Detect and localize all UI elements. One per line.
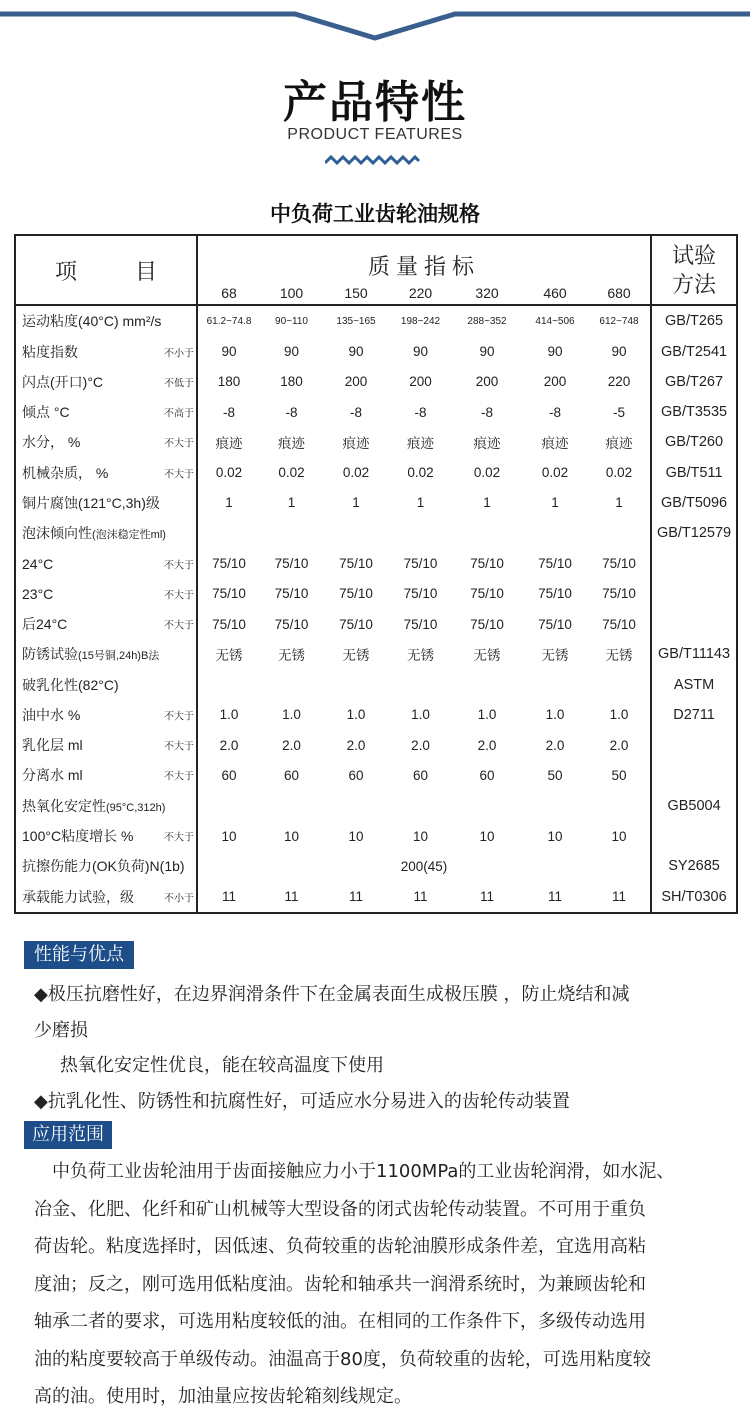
table-row	[15, 730, 737, 760]
header-method	[651, 235, 737, 305]
table-cell: 0.02	[605, 465, 633, 481]
item-qualifier: 不大于	[164, 741, 194, 753]
table-cell: 75/10	[602, 616, 636, 632]
grade-header-68: 68	[197, 281, 260, 305]
grade-header-460: 460	[522, 281, 588, 305]
table-cell	[389, 791, 452, 821]
table-cell: 2.0	[282, 737, 301, 753]
table-cell: 90	[547, 344, 563, 360]
item-name: 热氧化安定性	[22, 797, 106, 814]
item-note: (15号铜,24h)B法	[78, 650, 160, 663]
table-cell	[389, 669, 452, 699]
table-cell: 50	[611, 767, 627, 783]
test-method	[651, 579, 737, 609]
test-method	[651, 609, 737, 639]
table-cell: 2.0	[346, 737, 366, 753]
table-cell: 1	[287, 495, 296, 511]
row-item	[15, 367, 197, 397]
table-cell: 10	[611, 828, 627, 844]
item-name: 破乳化性(82°C)	[22, 676, 119, 693]
table-cell: 10	[412, 828, 429, 844]
table-cell: 11	[221, 889, 236, 905]
table-cell: 11	[413, 889, 428, 905]
table-cell: 75/10	[274, 556, 309, 571]
item-name: 抗擦伤能力(OK负荷)N(1b)	[22, 858, 185, 875]
table-cell: 10	[348, 828, 364, 844]
table-cell: -8	[349, 404, 362, 420]
item-name: 倾点 °C	[22, 404, 70, 421]
item-name: 承载能力试验，级	[22, 888, 134, 905]
table-cell: 1.0	[346, 707, 366, 723]
table-cell: 0.02	[342, 465, 370, 481]
table-cell	[197, 791, 260, 821]
table-cell: 75/10	[538, 556, 572, 571]
table-cell: 痕迹	[215, 436, 243, 452]
table-cell: 11	[612, 889, 627, 905]
table-cell	[452, 791, 522, 821]
table-cell: 1	[551, 495, 559, 511]
table-cell: -8	[480, 404, 493, 420]
table-cell: 痕迹	[541, 436, 569, 452]
test-method: SY2685	[651, 851, 737, 881]
table-cell: 痕迹	[342, 436, 370, 452]
table-row	[15, 700, 737, 730]
table-cell: 198~242	[400, 315, 441, 327]
application-line: 冶金、化肥、化纤和矿山机械等大型设备的闭式齿轮传动装置。不可用于重负	[34, 1198, 646, 1220]
table-cell: 75/10	[602, 556, 636, 571]
row-item	[15, 639, 197, 669]
table-cell: 75/10	[470, 586, 504, 602]
item-qualifier: 不大于	[164, 469, 194, 481]
test-method	[651, 730, 737, 760]
item-name: 100°C粘度增长 %	[22, 828, 134, 845]
table-cell	[522, 518, 588, 548]
table-cell: 75/10	[212, 616, 246, 632]
table-row	[15, 669, 737, 699]
table-cell: 220	[607, 374, 631, 390]
application-line: 高的油。使用时，加油量应按齿轮箱刻线规定。	[34, 1386, 412, 1407]
table-cell: 11	[348, 889, 363, 905]
table-cell: 1	[225, 495, 233, 511]
grade-header-100: 100	[260, 281, 323, 305]
grade-header-150: 150	[323, 281, 389, 305]
item-qualifier: 不小于	[164, 348, 194, 360]
table-cell: 200	[543, 374, 567, 390]
test-method	[651, 760, 737, 790]
table-cell	[323, 518, 389, 548]
test-method	[651, 821, 737, 851]
item-name: 闪点(开口)°C	[22, 373, 104, 390]
table-cell: 1.0	[545, 707, 565, 723]
test-method: GB/T267	[651, 367, 737, 397]
header-method-text: 试验方法	[672, 243, 717, 298]
item-note: (泡沫稳定性ml)	[92, 529, 166, 542]
table-cell	[588, 791, 651, 821]
table-cell: 无锈	[605, 648, 633, 664]
table-cell: 2.0	[411, 737, 430, 753]
table-cell: 75/10	[470, 616, 504, 632]
item-qualifier: 不大于	[164, 560, 194, 571]
item-qualifier: 不大于	[164, 438, 194, 450]
item-qualifier: 不大于	[164, 590, 194, 602]
row-item	[15, 488, 197, 518]
table-cell: -8	[414, 404, 427, 420]
table-cell: 75/10	[403, 616, 438, 632]
table-cell: 75/10	[212, 556, 246, 571]
table-cell: 0.02	[407, 465, 434, 481]
row-item	[15, 791, 197, 821]
table-cell: 11	[284, 889, 299, 905]
table-cell: 1	[615, 495, 623, 511]
table-cell: 75/10	[339, 586, 373, 602]
table-cell: 痕迹	[407, 436, 434, 452]
top-decoration	[0, 0, 750, 45]
features-heading: 性能与优点	[24, 941, 134, 969]
table-cell: 1.0	[411, 707, 430, 723]
table-cell: 200	[409, 374, 432, 390]
table-row	[15, 488, 737, 518]
item-name: 运动粘度(40°C) mm²/s	[22, 313, 162, 330]
item-qualifier: 不高于	[164, 408, 194, 420]
test-method: GB5004	[651, 791, 737, 821]
table-cell	[260, 791, 323, 821]
table-row	[15, 458, 737, 488]
table-cell: -8	[285, 404, 298, 420]
table-cell	[260, 518, 323, 548]
table-title: 中负荷工业齿轮油规格	[270, 202, 480, 226]
table-cell: 135~165	[336, 315, 376, 327]
row-item	[15, 336, 197, 366]
row-item	[15, 305, 197, 336]
table-row	[15, 367, 737, 397]
table-cell: 痕迹	[605, 436, 633, 452]
table-cell: 90	[479, 344, 495, 360]
table-cell: 200	[475, 374, 499, 390]
application-line: 油的粘度要较高于单级传动。油温高于80度，负荷较重的齿轮，可选用粘度较	[34, 1348, 651, 1370]
grade-header-680: 680	[588, 281, 651, 305]
table-row	[15, 548, 737, 578]
row-item	[15, 821, 197, 851]
test-method: D2711	[651, 700, 737, 730]
test-method: GB/T11143	[651, 639, 737, 669]
table-cell: 60	[221, 767, 237, 783]
test-method: GB/T12579	[651, 518, 737, 548]
test-method: GB/T265	[651, 305, 737, 336]
table-cell: 180	[217, 374, 241, 390]
table-cell	[588, 518, 651, 548]
feature-line-1: ◆极压抗磨性好，在边界润滑条件下在金属表面生成极压膜 ，防止烧结和减	[34, 984, 630, 1005]
table-cell: 61.2~74.8	[206, 315, 252, 327]
test-method: SH/T0306	[651, 881, 737, 913]
table-cell: 75/10	[538, 616, 572, 632]
table-cell: 无锈	[407, 648, 434, 664]
table-cell: 612~748	[599, 315, 639, 327]
table-cell: 0.02	[215, 465, 243, 481]
table-cell: 75/10	[339, 616, 373, 632]
table-row	[15, 760, 737, 790]
table-cell: 75/10	[274, 616, 309, 632]
row-item	[15, 700, 197, 730]
application-heading: 应用范围	[24, 1121, 112, 1149]
table-cell: 75/10	[538, 586, 572, 602]
feature-line-3: 热氧化安定性优良，能在较高温度下使用	[60, 1055, 384, 1076]
item-name: 后24°C	[22, 616, 68, 633]
table-cell: 痕迹	[278, 436, 305, 452]
table-cell	[389, 518, 452, 548]
item-qualifier: 不大于	[164, 711, 194, 723]
item-name: 泡沫倾向性	[22, 525, 92, 542]
item-qualifier: 不小于	[164, 893, 194, 905]
row-item	[15, 669, 197, 699]
row-item	[15, 548, 197, 578]
table-cell: 75/10	[403, 556, 438, 571]
table-cell: 288~352	[467, 315, 507, 327]
table-cell: -5	[613, 404, 626, 420]
table-cell	[260, 669, 323, 699]
table-cell: 2.0	[609, 737, 629, 753]
table-cell	[323, 669, 389, 699]
section-subtitle: PRODUCT FEATURES	[287, 126, 463, 143]
table-cell: 11	[479, 889, 494, 905]
table-cell: 2.0	[477, 737, 497, 753]
test-method: GB/T511	[651, 458, 737, 488]
table-cell: 180	[280, 374, 303, 390]
table-cell: 60	[479, 767, 495, 783]
table-cell: 75/10	[403, 586, 438, 602]
table-row	[15, 821, 737, 851]
table-cell: 无锈	[541, 648, 569, 664]
table-cell: 60	[412, 767, 429, 783]
table-cell: 1.0	[219, 707, 239, 723]
table-cell: 90	[348, 344, 364, 360]
table-cell: 75/10	[274, 586, 309, 602]
item-qualifier: 不大于	[164, 620, 194, 632]
table-cell: 1.0	[477, 707, 497, 723]
feature-line-2: 少磨损	[34, 1020, 88, 1041]
table-row	[15, 427, 737, 457]
table-cell	[323, 791, 389, 821]
table-cell: 90	[283, 344, 300, 360]
table-cell: 0.02	[473, 465, 501, 481]
item-name: 机械杂质， %	[22, 464, 109, 481]
table-row	[15, 881, 737, 913]
table-cell: 50	[547, 767, 563, 783]
spec-table	[14, 234, 738, 914]
table-row	[15, 791, 737, 821]
table-cell	[452, 518, 522, 548]
item-name: 粘度指数	[22, 343, 78, 360]
table-cell: 90~110	[275, 315, 308, 327]
grade-header-220: 220	[389, 281, 452, 305]
header-item: 项 目	[15, 235, 197, 305]
table-row	[15, 397, 737, 427]
grade-header-320: 320	[452, 281, 522, 305]
table-cell: 75/10	[602, 586, 636, 602]
table-row	[15, 609, 737, 639]
table-cell: 1	[416, 495, 425, 511]
table-cell: 10	[547, 828, 563, 844]
row-item	[15, 851, 197, 881]
table-cell	[522, 791, 588, 821]
table-row	[15, 579, 737, 609]
item-name: 24°C	[22, 555, 54, 572]
row-item	[15, 609, 197, 639]
table-cell: 痕迹	[473, 436, 501, 452]
table-cell: 1	[352, 495, 360, 511]
table-cell: 60	[283, 767, 300, 783]
table-row	[15, 336, 737, 366]
table-cell: 11	[547, 889, 562, 905]
row-item	[15, 760, 197, 790]
table-cell: -8	[548, 404, 561, 420]
test-method	[651, 548, 737, 578]
table-cell: 1.0	[282, 707, 301, 723]
table-cell: 75/10	[470, 556, 504, 571]
table-row	[15, 518, 737, 548]
row-item	[15, 518, 197, 548]
row-item	[15, 427, 197, 457]
table-cell: 75/10	[212, 586, 246, 602]
table-cell: -8	[222, 404, 235, 420]
feature-line-4: ◆抗乳化性、防锈性和抗腐性好，可适应水分易进入的齿轮传动装置	[34, 1091, 570, 1112]
table-cell: 无锈	[278, 648, 305, 664]
table-cell: 200	[344, 374, 368, 390]
table-cell	[522, 669, 588, 699]
item-qualifier: 不低于	[164, 378, 194, 390]
table-cell: 0.02	[541, 465, 569, 481]
item-name: 乳化层 ml	[22, 737, 83, 754]
item-name: 防锈试验	[22, 646, 78, 663]
table-cell: 10	[479, 828, 495, 844]
table-cell: 60	[348, 767, 364, 783]
application-line: 度油；反之，刚可选用低粘度油。齿轮和轴承共一润滑系统时，为兼顾齿轮和	[34, 1273, 646, 1295]
table-row	[15, 639, 737, 669]
item-name: 铜片腐蚀(121°C,3h)级	[22, 494, 160, 511]
row-item	[15, 397, 197, 427]
table-cell: 无锈	[215, 648, 243, 664]
table-cell	[197, 518, 260, 548]
table-cell: 1	[483, 495, 491, 511]
table-cell: 无锈	[342, 648, 370, 664]
table-cell: 0.02	[278, 465, 305, 481]
table-row	[15, 305, 737, 336]
row-item	[15, 579, 197, 609]
item-name: 分离水 ml	[22, 767, 83, 784]
table-cell: 200(45)	[400, 858, 448, 874]
test-method: GB/T260	[651, 427, 737, 457]
header-quality: 质量指标	[368, 254, 481, 280]
item-name: 油中水 %	[22, 706, 81, 723]
row-item	[15, 458, 197, 488]
table-row	[15, 851, 737, 881]
table-cell: 2.0	[545, 737, 565, 753]
application-line: 中负荷工业齿轮油用于齿面接触应力小于1100MPa的工业齿轮润滑，如水泥、	[52, 1161, 675, 1182]
table-cell: 75/10	[339, 556, 373, 571]
application-line: 轴承二者的要求，可选用粘度较低的油。在相同的工作条件下，多级传动选用	[34, 1311, 646, 1332]
row-item	[15, 881, 197, 913]
table-cell	[452, 669, 522, 699]
test-method: ASTM	[651, 669, 737, 699]
test-method: GB/T3535	[651, 397, 737, 427]
table-cell: 10	[221, 828, 237, 844]
row-item	[15, 730, 197, 760]
table-cell	[588, 669, 651, 699]
table-cell: 414~506	[535, 315, 575, 327]
test-method: GB/T2541	[651, 336, 737, 366]
table-cell: 2.0	[219, 737, 239, 753]
table-cell: 10	[283, 828, 300, 844]
table-cell: 1.0	[609, 707, 629, 723]
section-title: 产品特性	[283, 77, 467, 128]
table-cell	[197, 669, 260, 699]
item-name: 水分， %	[22, 434, 81, 451]
application-line: 荷齿轮。粘度选择时，因低速、负荷较重的齿轮油膜形成条件差，宜选用高粘	[34, 1236, 646, 1257]
table-cell: 90	[221, 344, 237, 360]
wave-decoration	[325, 153, 425, 169]
item-name: 23°C	[22, 585, 54, 602]
item-qualifier: 不大于	[164, 832, 194, 844]
table-cell: 90	[611, 344, 627, 360]
item-qualifier: 不大于	[164, 771, 194, 783]
test-method: GB/T5096	[651, 488, 737, 518]
table-cell: 无锈	[473, 648, 501, 664]
table-cell: 90	[412, 344, 429, 360]
item-note: (95°C,312h)	[106, 801, 166, 814]
